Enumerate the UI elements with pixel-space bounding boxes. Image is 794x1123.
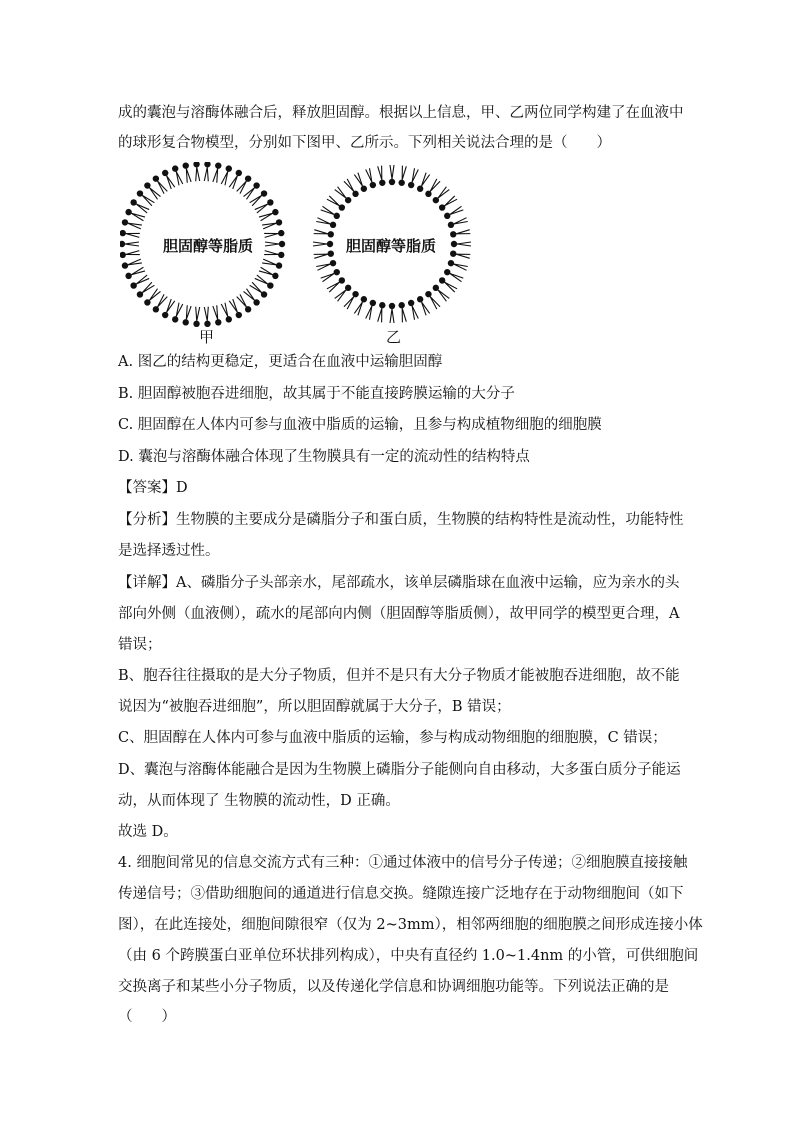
phospholipid-jia <box>120 251 140 258</box>
sphere-jia-label: 胆固醇等脂质 <box>163 237 254 255</box>
phospholipid-jia <box>172 303 183 323</box>
phospholipid-jia <box>221 165 232 185</box>
option-a: A. 图乙的结构更稳定，更适合在血液中运输胆固醇 <box>118 354 443 370</box>
phospholipid-yi <box>321 269 340 282</box>
phospholipid-yi <box>335 285 352 302</box>
phospholipid-yi <box>378 302 386 322</box>
detail-line-3: 错误； <box>118 637 162 653</box>
phospholipid-yi <box>327 196 345 211</box>
intro-line-1: 成的囊泡与溶酶体融合后，释放胆固醇。根据以上信息，甲、乙两位同学构建了在血液中 <box>118 105 684 121</box>
phospholipid-yi <box>398 166 406 186</box>
phospholipid-yi <box>451 241 471 247</box>
detail-line-4: B、胞吞往往摄取的是大分子物质，但并不是只有大分子物质才能被胞吞进细胞，故不能 <box>118 668 680 684</box>
phospholipid-yi <box>439 277 457 292</box>
caption-jia: 甲 <box>199 328 215 346</box>
detail-line-6: C、胆固醇在人体内可参与血液中脂质的运输，参与构成动物细胞的细胞膜，C 错误； <box>118 730 667 746</box>
option-d: D. 囊泡与溶酶体融合体现了生物膜具有一定的流动性的结构特点 <box>118 449 530 465</box>
phospholipid-jia <box>204 307 210 327</box>
question4-line-6: （ ） <box>118 1009 176 1025</box>
intro-line-2: 的球形复合物模型，分别如下图甲、乙所示。下列相关说法合理的是（ ） <box>118 135 611 151</box>
phospholipid-jia <box>213 162 222 182</box>
phospholipid-jia <box>130 199 149 213</box>
phospholipid-yi <box>425 179 440 197</box>
phospholipid-yi <box>321 206 340 219</box>
phospholipid-yi <box>366 168 376 188</box>
phospholipid-jia <box>172 165 183 185</box>
phospholipid-jia <box>137 190 155 205</box>
phospholipid-jia <box>137 282 155 297</box>
phospholipid-jia <box>255 199 274 213</box>
phospholipid-yi <box>314 250 334 258</box>
phospholipid-jia <box>193 162 199 181</box>
phospholipid-yi <box>389 165 395 185</box>
phospholipid-jia <box>221 303 232 323</box>
caption-yi: 乙 <box>386 328 402 346</box>
phospholipid-jia <box>259 267 279 279</box>
phospholipid-yi <box>417 173 430 192</box>
phospholipid-jia <box>153 175 168 193</box>
question4-line-5: 交换离子和某些小分子物质，以及传递化学信息和协调细胞功能等。下列说法正确的是 <box>118 979 669 995</box>
phospholipid-jia <box>144 289 160 306</box>
phospholipid-jia <box>125 209 145 221</box>
phospholipid-yi <box>313 241 333 247</box>
phospholipid-jia <box>144 182 160 199</box>
phospholipid-jia <box>193 307 199 327</box>
phospholipid-jia <box>250 282 268 297</box>
question4-line-1: 4. 细胞间常见的信息交流方式有三种：①通过体液中的信号分子传递；②细胞膜直接接触 <box>118 855 688 871</box>
phospholipid-jia <box>237 175 252 193</box>
detail-line-9: 故选 D。 <box>118 824 178 840</box>
detail-line-2: 部向外侧（血液侧），疏水的尾部向内侧（胆固醇等脂质侧），故甲同学的模型更合理，A <box>118 606 680 622</box>
phospholipid-jia <box>262 219 282 229</box>
question4-line-4: （由 6 个跨膜蛋白亚单位环状排列构成），中央有直径约 1.0~1.4nm 的小管，可供细胞间 <box>118 948 699 964</box>
phospholipid-yi <box>448 218 468 228</box>
phospholipid-jia <box>125 267 145 279</box>
phospholipid-yi <box>344 179 359 197</box>
phospholipid-yi <box>444 269 463 282</box>
phospholipid-jia <box>229 170 242 189</box>
phospholipid-jia <box>130 275 149 289</box>
option-b: B. 胆固醇被胞吞进细胞，故其属于不能直接跨膜运输的大分子 <box>118 386 515 402</box>
phospholipid-yi <box>450 230 470 238</box>
phospholipid-yi <box>354 173 367 192</box>
phospholipid-jia <box>162 170 175 189</box>
phospholipid-jia <box>250 190 268 205</box>
phospholipid-jia <box>162 299 175 318</box>
phospholipid-jia <box>213 305 222 325</box>
phospholipid-jia <box>204 162 210 181</box>
phospholipid-jia <box>259 209 279 221</box>
phospholipid-jia <box>229 299 242 318</box>
phospholipid-yi <box>378 166 386 186</box>
analysis-line-2: 是选择透过性。 <box>118 543 220 559</box>
sphere-yi-label: 胆固醇等脂质 <box>346 237 437 255</box>
phospholipid-jia <box>120 241 139 247</box>
phospholipid-jia <box>264 251 284 258</box>
detail-line-5: 说因为“被胞吞进细胞”，所以胆固醇就属于大分子，B 错误； <box>118 699 511 715</box>
phospholipid-yi <box>314 230 334 238</box>
option-c: C. 胆固醇在人体内可参与血液中脂质的运输，且参与构成植物细胞的细胞膜 <box>118 417 602 433</box>
detail-line-1: 【详解】A、磷脂分子头部亲水，尾部疏水，该单层磷脂球在血液中运输，应为亲水的头 <box>118 575 680 591</box>
phospholipid-jia <box>122 219 142 229</box>
phospholipid-yi <box>389 303 395 323</box>
phospholipid-yi <box>316 260 336 270</box>
phospholipid-jia <box>244 289 260 306</box>
phospholipid-yi <box>433 285 450 302</box>
phospholipid-yi <box>366 300 376 320</box>
phospholipid-jia <box>120 230 140 237</box>
analysis-line-1: 【分析】生物膜的主要成分是磷脂分子和蛋白质，生物膜的结构特性是流动性，功能特性 <box>118 512 684 528</box>
phospholipid-jia <box>265 241 285 247</box>
phospholipid-yi <box>408 300 418 320</box>
phospholipid-jia <box>153 294 168 312</box>
phospholipid-jia <box>183 305 192 325</box>
phospholipid-yi <box>425 291 440 309</box>
phospholipid-jia <box>262 259 282 269</box>
phospholipid-yi <box>316 218 336 228</box>
phospholipid-yi <box>417 296 430 315</box>
phospholipid-yi <box>450 250 470 258</box>
phospholipid-yi <box>398 302 406 322</box>
question4-line-3: 图），在此连接处，细胞间隙很窄（仅为 2~3mm），相邻两细胞的细胞膜之间形成连接小体 <box>118 917 703 933</box>
question4-line-2: 传递信号；③借助细胞间的通道进行信息交换。缝隙连接广泛地存在于动物细胞间（如下 <box>118 886 684 902</box>
detail-line-8: 动，从而体现了 生物膜的流动性，D 正确。 <box>118 793 400 809</box>
phospholipid-jia <box>122 259 142 269</box>
phospholipid-jia <box>244 182 260 199</box>
phospholipid-yi <box>327 277 345 292</box>
phospholipid-jia <box>237 294 252 312</box>
phospholipid-jia <box>255 275 274 289</box>
phospholipid-yi <box>408 168 418 188</box>
phospholipid-yi <box>439 196 457 211</box>
phospholipid-jia <box>183 162 192 182</box>
phospholipid-jia <box>264 230 284 237</box>
phospholipid-yi <box>433 187 450 204</box>
detail-line-7: D、囊泡与溶酶体能融合是因为生物膜上磷脂分子能侧向自由移动，大多蛋白质分子能运 <box>118 762 681 778</box>
phospholipid-yi <box>444 206 463 219</box>
phospholipid-yi <box>344 291 359 309</box>
phospholipid-yi <box>448 260 468 270</box>
answer: 【答案】D <box>118 480 188 496</box>
phospholipid-yi <box>354 296 367 315</box>
phospholipid-yi <box>335 187 352 204</box>
